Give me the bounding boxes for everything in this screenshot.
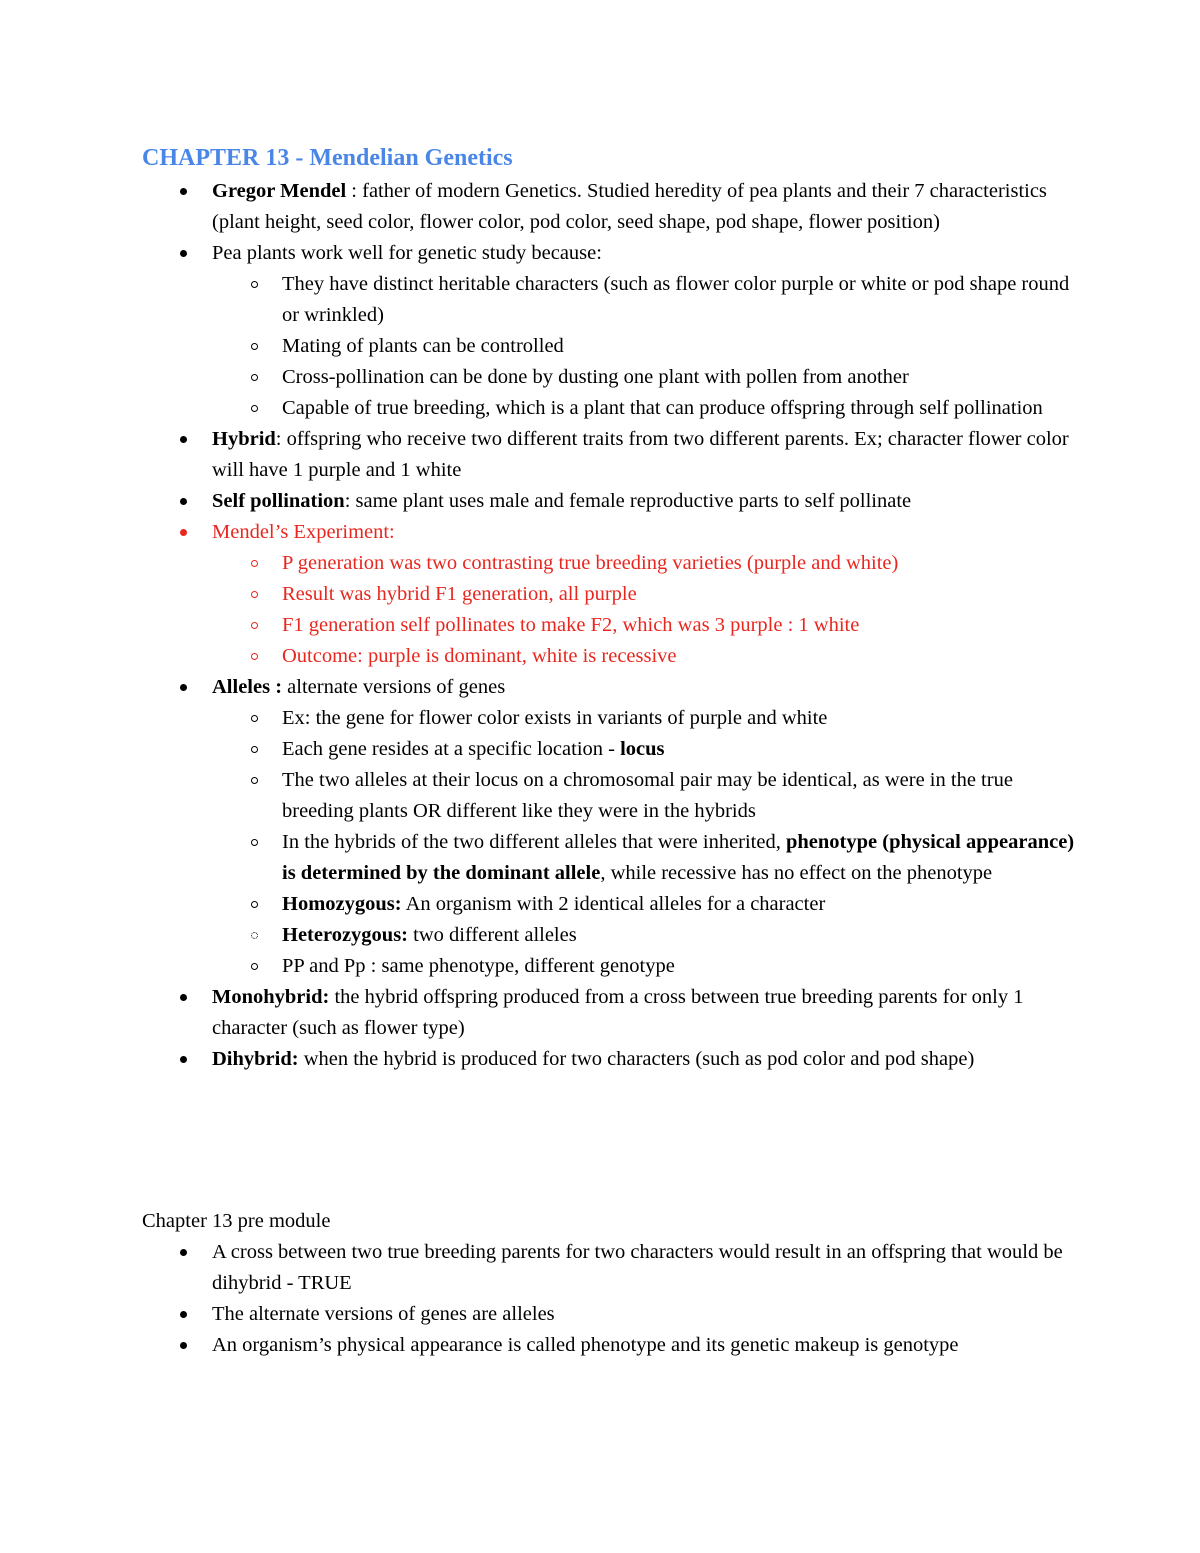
term: Heterozygous: xyxy=(282,924,409,946)
sub-item: P generation was two contrasting true breeding varieties (purple and white) xyxy=(212,548,1082,579)
term: Self pollination xyxy=(212,490,345,512)
sub-item xyxy=(212,734,1082,765)
sub-item-text: two different alleles xyxy=(408,924,577,946)
sub-item xyxy=(212,889,1082,920)
list-item: An organism’s physical appearance is called phenotype and its genetic makeup is genotype xyxy=(142,1330,1082,1361)
sub-list xyxy=(212,548,1082,672)
sub-item: Mating of plants can be controlled xyxy=(212,331,1082,362)
term: Hybrid xyxy=(212,428,276,450)
premodule-section xyxy=(142,1206,1082,1361)
term: phenotype (physical appearance) is determined by the dominant allele xyxy=(282,831,1075,884)
sub-item-text: Each gene resides at a specific location - xyxy=(282,738,621,760)
definition: : offspring who receive two different traits from two different parents. Ex; character flower color will have 1 purple and 1 white xyxy=(212,428,1069,481)
sub-item: PP and Pp : same phenotype, different genotype xyxy=(212,951,1082,982)
definition: the hybrid offspring produced from a cross between true breeding parents for only 1 character (such as flower type) xyxy=(212,986,1024,1039)
sub-item-text: In the hybrids of the two different alleles that were inherited, xyxy=(282,831,786,853)
notes-list xyxy=(142,176,1082,1075)
item-text: Mendel’s Experiment: xyxy=(212,521,395,543)
term: locus xyxy=(620,738,665,760)
sub-item: The two alleles at their locus on a chromosomal pair may be identical, as were in the true breeding plants OR different like they were in the hybrids xyxy=(212,765,1082,827)
term: Dihybrid: xyxy=(212,1048,299,1070)
sub-item-text: An organism with 2 identical alleles for a character xyxy=(401,893,826,915)
sub-item: Outcome: purple is dominant, white is recessive xyxy=(212,641,1082,672)
sub-item: They have distinct heritable characters (such as flower color purple or white or pod shape round or wrinkled) xyxy=(212,269,1082,331)
sub-item: Ex: the gene for flower color exists in variants of purple and white xyxy=(212,703,1082,734)
definition: : father of modern Genetics. Studied heredity of pea plants and their 7 characteristics (plant height, seed color, flower color, pod color, seed shape, pod shape, flower position) xyxy=(212,180,1047,233)
term: Alleles : xyxy=(212,676,283,698)
sub-item: Result was hybrid F1 generation, all purple xyxy=(212,579,1082,610)
term: Monohybrid: xyxy=(212,986,330,1008)
list-item xyxy=(142,424,1082,486)
definition: when the hybrid is produced for two characters (such as pod color and pod shape) xyxy=(298,1048,975,1070)
definition: : same plant uses male and female reproductive parts to self pollinate xyxy=(344,490,912,512)
list-item xyxy=(142,238,1082,424)
list-item xyxy=(142,486,1082,517)
sub-item: F1 generation self pollinates to make F2, which was 3 purple : 1 white xyxy=(212,610,1082,641)
sub-list xyxy=(212,269,1082,424)
list-item xyxy=(142,672,1082,982)
item-text: Pea plants work well for genetic study because: xyxy=(212,242,602,264)
list-item: The alternate versions of genes are alleles xyxy=(142,1299,1082,1330)
premodule-list xyxy=(142,1237,1082,1361)
list-item xyxy=(142,982,1082,1044)
list-item xyxy=(142,1044,1082,1075)
list-item-experiment xyxy=(142,517,1082,672)
list-item xyxy=(142,176,1082,238)
definition: alternate versions of genes xyxy=(282,676,506,698)
sub-item xyxy=(212,920,1082,951)
sub-item: Cross-pollination can be done by dusting one plant with pollen from another xyxy=(212,362,1082,393)
sub-item-text: , while recessive has no effect on the phenotype xyxy=(600,862,993,884)
sub-item xyxy=(212,827,1082,889)
term: Homozygous: xyxy=(282,893,402,915)
premodule-heading: Chapter 13 pre module xyxy=(142,1210,331,1232)
list-item: A cross between two true breeding parents for two characters would result in an offspring that would be dihybrid - TRUE xyxy=(142,1237,1082,1299)
chapter-title: CHAPTER 13 - Mendelian Genetics xyxy=(142,145,513,171)
sub-list xyxy=(212,703,1082,982)
sub-item: Capable of true breeding, which is a plant that can produce offspring through self pollination xyxy=(212,393,1082,424)
term: Gregor Mendel xyxy=(212,180,347,202)
